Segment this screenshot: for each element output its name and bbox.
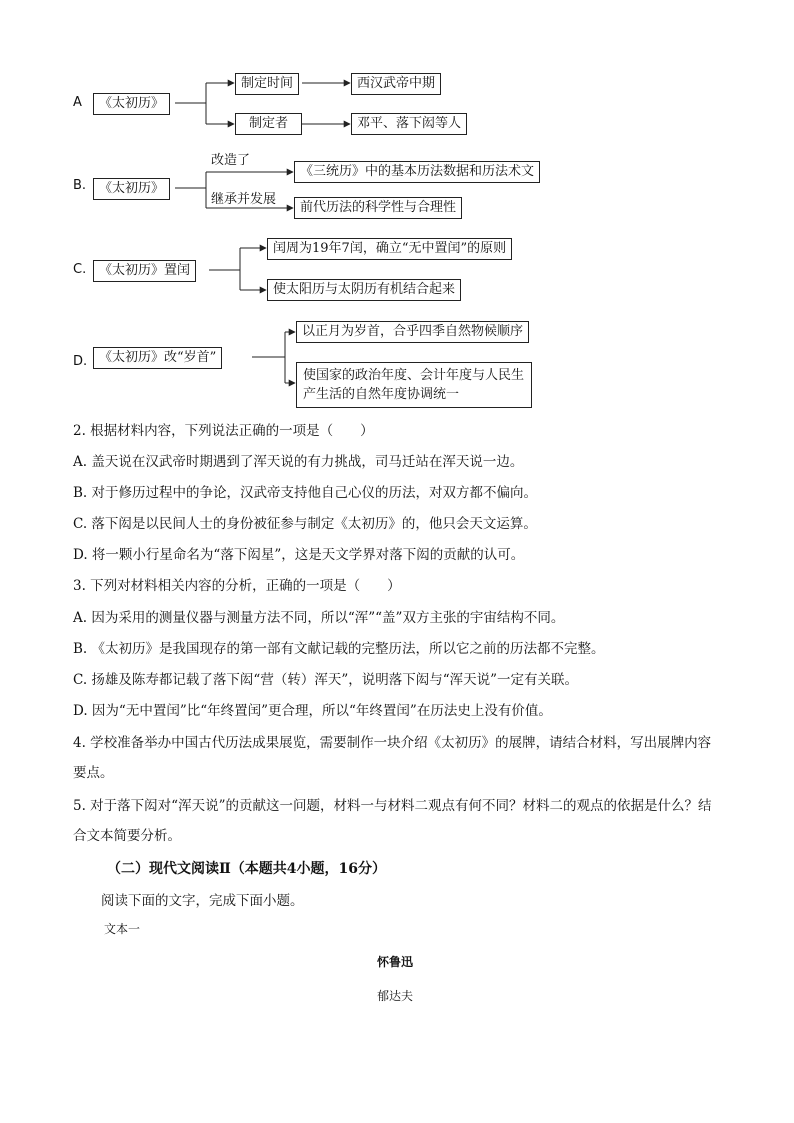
diagram-root-box: 《太初历》改“岁首” <box>93 347 222 369</box>
option-letter: D. <box>73 354 88 369</box>
diagram-mid-box: 制定时间 <box>235 73 299 95</box>
option-letter: B. <box>73 178 87 193</box>
option-letter: A <box>73 95 82 110</box>
question-2-stem: 2. 根据材料内容，下列说法正确的一项是（ ） <box>73 423 374 439</box>
option-c: C. 扬雄及陈寿都记载了落下闳“营（转）浑天”，说明落下闳与“浑天说”一定有关联。 <box>73 672 579 688</box>
option-letter: C. <box>73 262 87 277</box>
section-heading: （二）现代文阅读Ⅱ（本题共4小题，16分） <box>107 861 387 877</box>
section-instruction: 阅读下面的文字，完成下面小题。 <box>101 893 304 909</box>
option-b: B. 对于修历过程中的争论，汉武帝支持他自己心仪的历法，对双方都不偏向。 <box>73 485 538 501</box>
option-b: B. 《太初历》是我国现存的第一部有文献记载的完整历法，所以它之前的历法都不完整。 <box>73 641 605 657</box>
diagram-root-box: 《太初历》 <box>93 93 170 115</box>
diagram-leaf-box: 《三统历》中的基本历法数据和历法术文 <box>294 161 540 183</box>
text-label: 文本一 <box>104 922 141 936</box>
diagram-edge-label: 继承并发展 <box>211 192 277 207</box>
diagram-leaf-box: 前代历法的科学性与合理性 <box>294 197 462 219</box>
article-title: 怀鲁迅 <box>377 955 414 969</box>
diagram-mid-box: 制定者 <box>235 113 302 135</box>
option-d: D. 因为“无中置闰”比“年终置闰”更合理，所以“年终置闰”在历法史上没有价值。 <box>73 703 552 719</box>
question-3-stem: 3. 下列对材料相关内容的分析，正确的一项是（ ） <box>73 578 401 594</box>
diagram-leaf-box: 西汉武帝中期 <box>351 73 441 95</box>
diagram-leaf-box: 闰周为19年7闰，确立“无中置闰”的原则 <box>267 238 512 260</box>
diagram-leaf-box: 以正月为岁首，合乎四季自然物候顺序 <box>296 321 529 343</box>
diagram-root-box: 《太初历》置闰 <box>93 260 196 282</box>
diagram-root-box: 《太初历》 <box>93 178 170 200</box>
option-d: D. 将一颗小行星命名为“落下闳星”，这是天文学界对落下闳的贡献的认可。 <box>73 547 525 563</box>
question-5: 5. 对于落下闳对“浑天说”的贡献这一问题，材料一与材料二观点有何不同？材料二的观点的依据是什么？结合文本简要分析。 <box>73 798 712 844</box>
question-4: 4. 学校准备举办中国古代历法成果展览，需要制作一块介绍《太初历》的展牌，请结合材料，写出展牌内容要点。 <box>73 735 712 781</box>
option-a: A. 因为采用的测量仪器与测量方法不同，所以“浑”“盖”双方主张的宇宙结构不同。 <box>73 610 565 626</box>
diagram-leaf-box: 使太阳历与太阴历有机结合起来 <box>267 279 461 301</box>
article-author: 郁达夫 <box>377 989 414 1003</box>
diagram-leaf-box: 使国家的政治年度、会计年度与人民生产生活的自然年度协调统一 <box>296 362 532 408</box>
option-c: C. 落下闳是以民间人士的身份被征参与制定《太初历》的，他只会天文运算。 <box>73 516 537 532</box>
diagram-leaf-box: 邓平、落下闳等人 <box>351 113 467 135</box>
option-a: A. 盖天说在汉武帝时期遇到了浑天说的有力挑战，司马迁站在浑天说一边。 <box>73 454 524 470</box>
diagram-edge-label: 改造了 <box>211 153 251 168</box>
